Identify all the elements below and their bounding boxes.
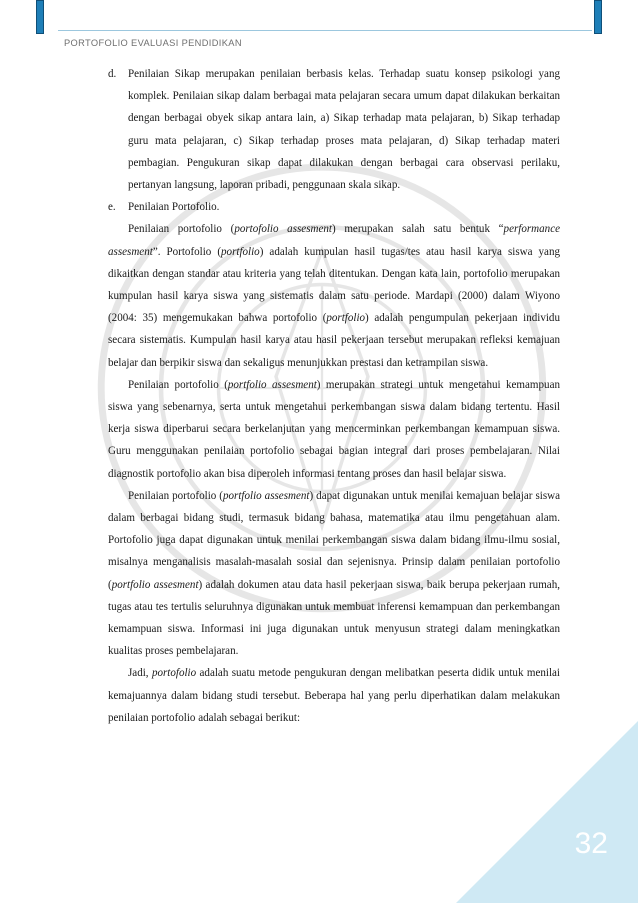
list-marker: e.	[108, 201, 116, 214]
italic-term: portfolio assesment	[227, 378, 317, 391]
paragraph-portofolio-strategy	[108, 374, 560, 485]
left-tab-bar	[36, 0, 44, 34]
text-run: ”. Portofolio (	[152, 245, 222, 258]
page-number: 32	[574, 827, 608, 860]
italic-term: portofolio assesment	[234, 223, 332, 236]
page-body	[108, 63, 560, 729]
text-run: Jadi,	[128, 667, 152, 680]
text-run: ) merupakan salah satu bentuk “	[331, 223, 504, 236]
text-run: ) adalah kumpulan hasil tugas/tes atau hasil karya siswa yang dikaitkan dengan standar atau kriteria yang telah ditentukan. Dengan kata lain, portofolio merupakan kumpulan hasil karya siswa yang sistematis dalam satu periode. Mardapi (2000) dalam Wiyono (2004: 35) mengemukakan bahwa portofolio (	[108, 245, 560, 325]
text-run: ) adalah dokumen atau data hasil pekerjaan siswa, baik berupa pekerjaan rumah, tugas atau tes tertulis seluruhnya digunakan untuk membuat inferensi kemampuan dan perkembangan kemampuan siswa. Informasi ini juga digunakan untuk menyusun strategi dalam meningkatkan kualitas proses pembelajaran.	[108, 578, 560, 658]
text-run: adalah suatu metode pengukuran dengan melibatkan peserta didik untuk menilai kemajuannya dalam bidang studi tersebut. Beberapa hal yang perlu diperhatikan dalam melakukan penilaian portofolio adalah sebagai berikut:	[108, 667, 560, 724]
running-header: PORTOFOLIO EVALUASI PENDIDIKAN	[64, 38, 242, 48]
italic-term: portfolio assesment	[223, 489, 310, 502]
paragraph-portofolio-usage	[108, 485, 560, 663]
right-tab-bar	[594, 0, 602, 34]
text-run: Penilaian portofolio (	[128, 378, 228, 391]
list-item-text: Penilaian Sikap merupakan penilaian berbasis kelas. Terhadap suatu konsep psikologi yang komplek. Penilaian sikap dalam berbagai mata pelajaran secara umum dapat dilakukan berkaitan dengan berbagai obyek sikap antara lain, a) Sikap terhadap mata pelajaran, b) Sikap terhadap guru mata pelajaran, c) Sikap terhadap proses mata pelajaran, d) Sikap terhadap materi pembagian. Pengukuran sikap dapat dilakukan dengan berbagai cara observasi perilaku, pertanyan langsung, laporan pribadi, penggunaan skala sikap.	[128, 68, 560, 192]
text-run: Penilaian portofolio (	[128, 489, 223, 502]
text-run: Penilaian portofolio (	[128, 223, 235, 236]
italic-term: performance assesment	[108, 223, 560, 258]
italic-term: portfolio	[221, 245, 260, 258]
corner-decoration	[456, 721, 638, 903]
list-marker: d.	[108, 68, 117, 80]
text-run: ) merupakan strategi untuk mengetahui kemampuan siswa yang sebenarnya, serta untuk mengetahui perkembangan siswa dalam bidang tertentu. Hasil kerja siswa diperbarui secara berkelanjutan yang mencerminkan perkembangan kemampuan siswa. Guru menggunakan penilaian portofolio sebagai bagian integral dari proses pembelajaran. Nilai diagnostik portofolio akan bisa diperoleh informasi tentang proses dan hasil belajar siswa.	[108, 378, 560, 480]
italic-term: portfolio	[326, 312, 366, 325]
paragraph-portofolio-definition	[108, 218, 560, 373]
list-item-e	[108, 196, 560, 218]
text-run: ) adalah pengumpulan pekerjaan individu secara sistematis. Kumpulan hasil karya atau hasil pekerjaan tersebut merupakan refleksi kemajuan belajar dan berpikir siswa dan sekaligus menunjukkan prestasi dan ketrampilan siswa.	[108, 312, 560, 369]
italic-term: portfolio assesment	[111, 578, 199, 591]
list-item-text: Penilaian Portofolio.	[128, 201, 220, 214]
header-rule	[58, 30, 592, 31]
list-item-d	[108, 63, 560, 196]
paragraph-conclusion	[108, 662, 560, 729]
italic-term: portofolio	[151, 667, 197, 680]
text-run: ) dapat digunakan untuk menilai kemajuan belajar siswa dalam berbagai bidang studi, termasuk bidang bahasa, matematika atau ilmu pengetahuan alam. Portofolio juga dapat digunakan untuk menilai perkembangan siswa dalam bidang ilmu-ilmu sosial, misalnya menganalisis masalah-masalah sosial dan sejenisnya. Prinsip dalam penilaian portofolio (	[108, 489, 560, 591]
